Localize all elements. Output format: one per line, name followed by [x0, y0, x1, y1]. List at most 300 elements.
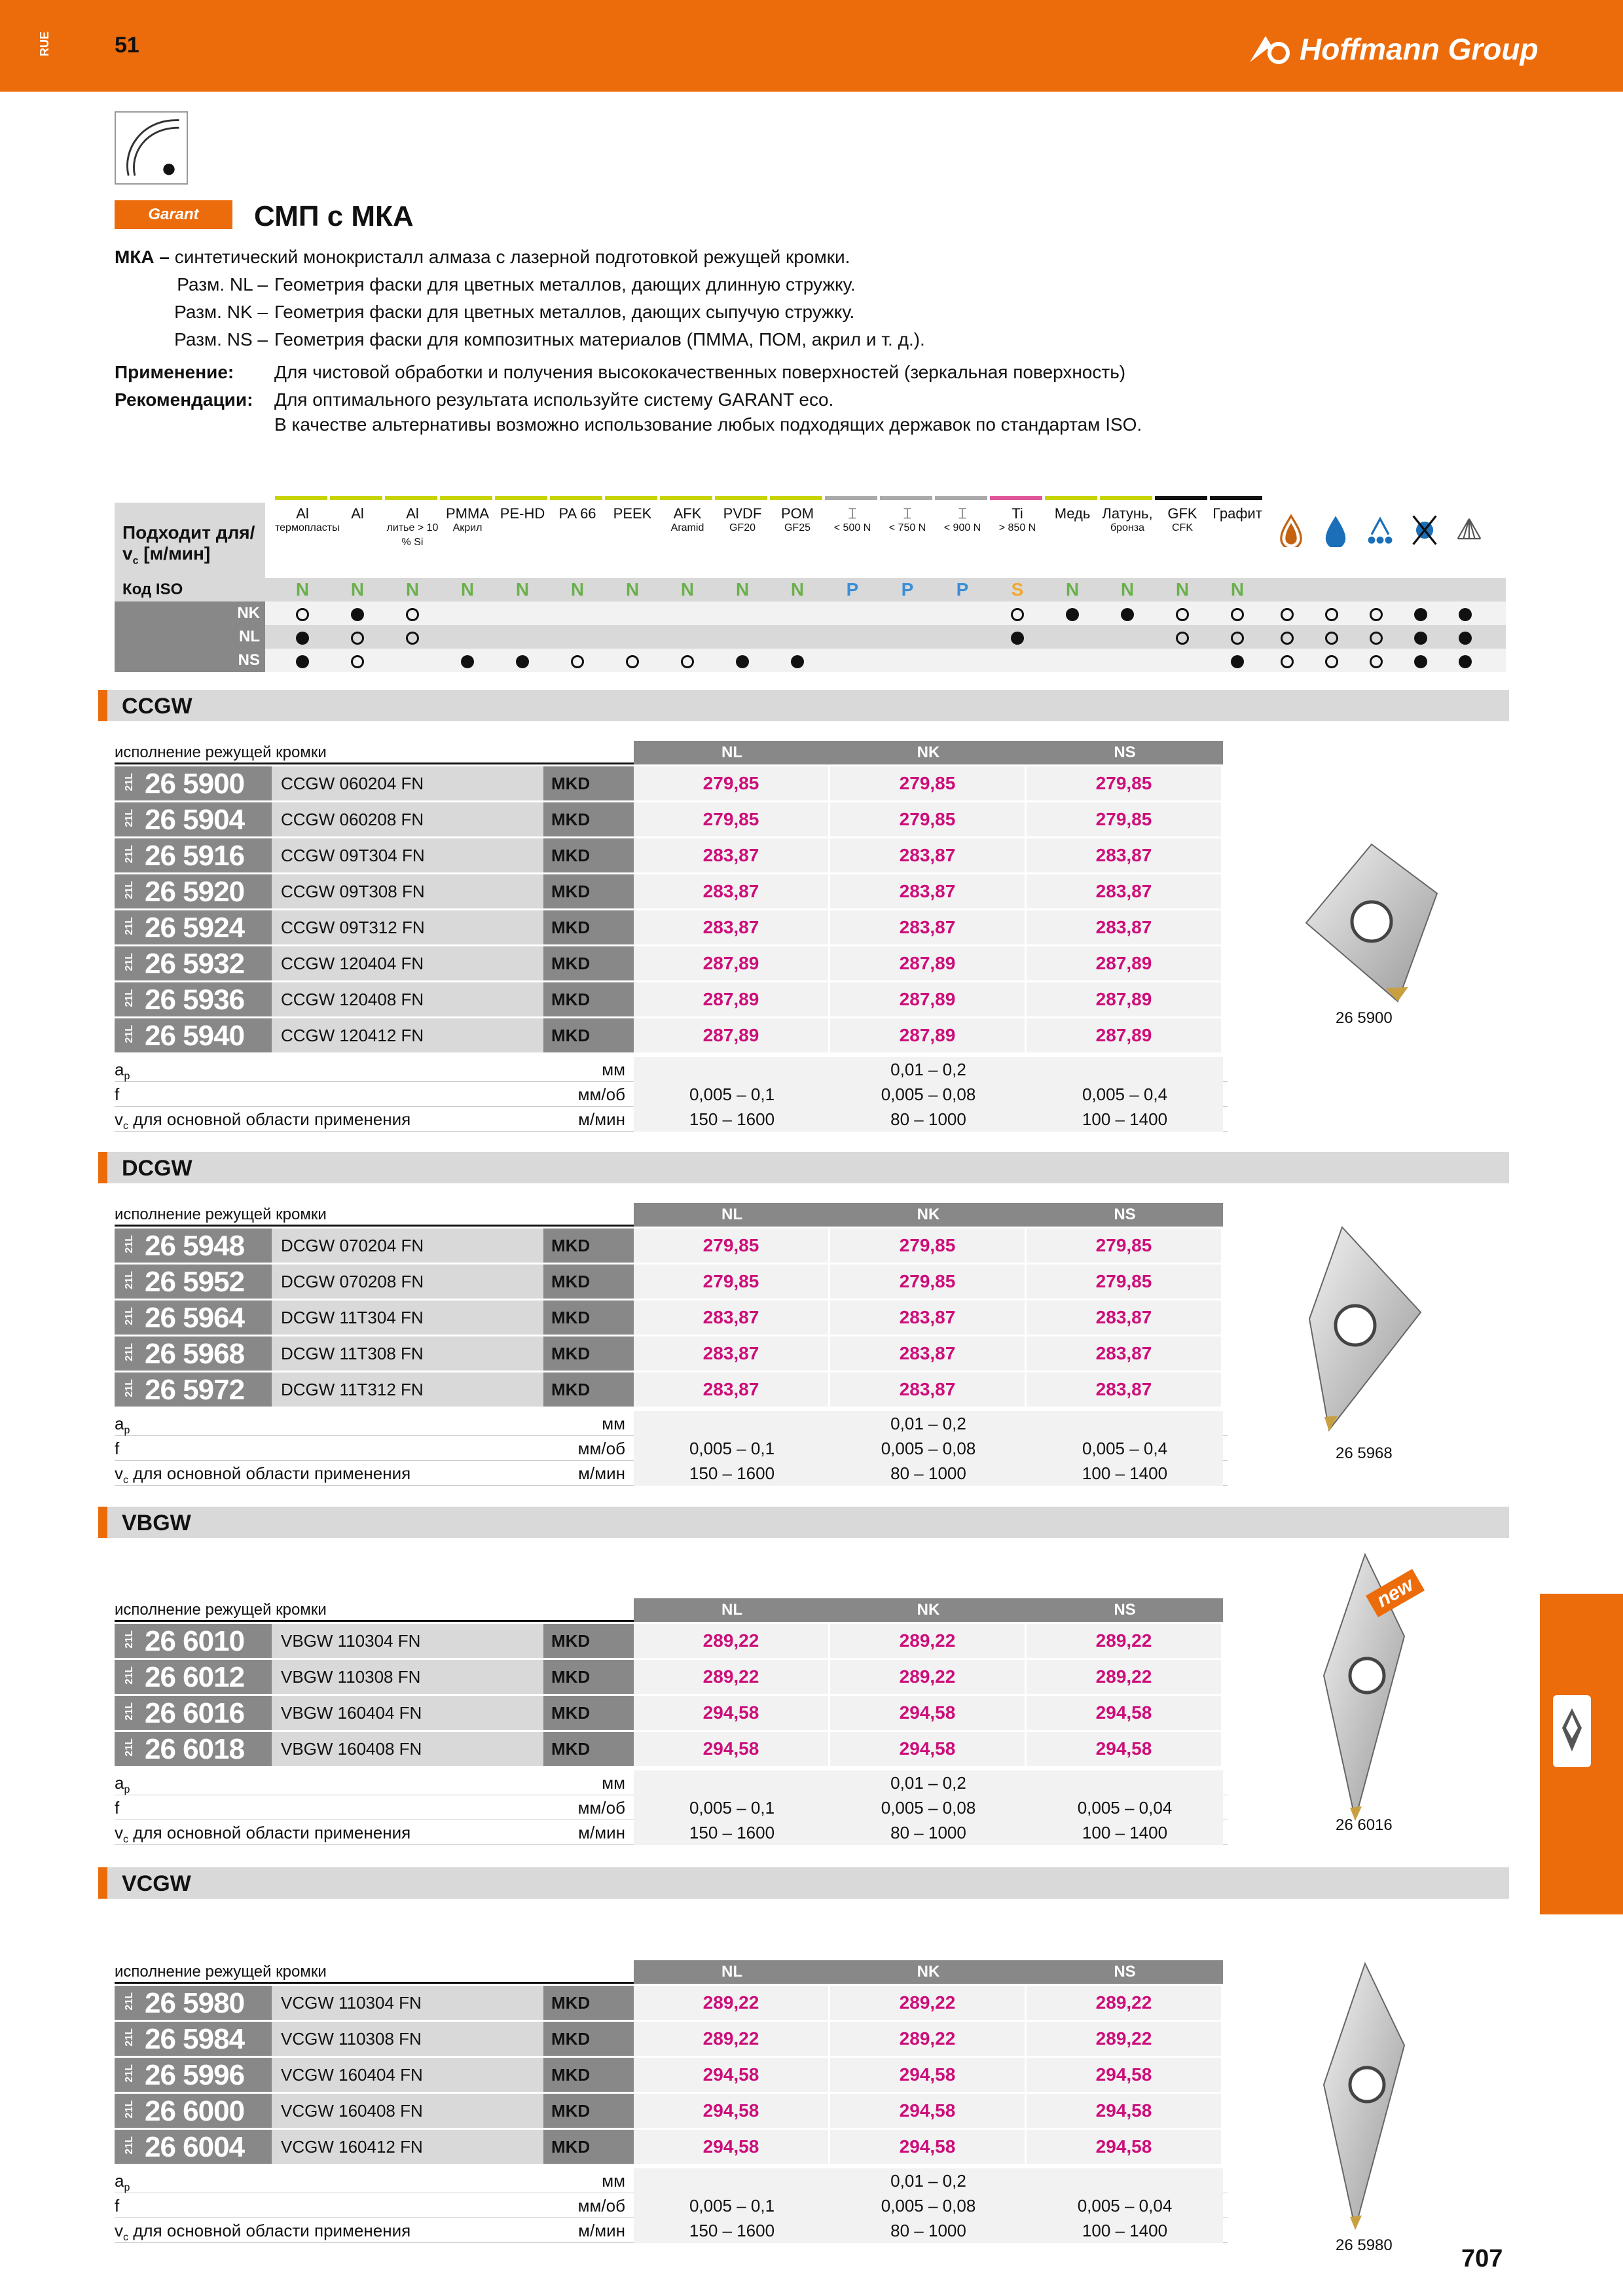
price-cell[interactable]: 283,87 [1027, 1336, 1223, 1371]
article-number[interactable] [115, 1229, 272, 1263]
material-subtext: Акрил [452, 522, 483, 533]
cutting-edge-label: исполнение режущей кромки [115, 1960, 635, 1984]
price-cell[interactable]: 279,85 [830, 1229, 1027, 1263]
suitable-dot-icon [516, 655, 529, 668]
param-ap-row [115, 1770, 1228, 1795]
price-cell[interactable]: 289,22 [634, 2022, 830, 2056]
section-header-ccgw [98, 690, 1509, 721]
material-grade: MKD [543, 2094, 635, 2128]
material-name: PEEK [613, 505, 652, 522]
coolant-cell [1398, 649, 1443, 672]
mka-label: МКА – [115, 247, 170, 267]
vc-subscript: c [123, 1121, 128, 1132]
param-unit: мм/об [577, 2196, 625, 2215]
param-vc-value: 150 – 1600 [634, 1820, 830, 1845]
article-number[interactable] [115, 1372, 272, 1407]
material-column-header [385, 507, 440, 550]
param-f-value: 0,005 – 0,04 [1027, 2193, 1223, 2218]
coolant-cell [1354, 625, 1398, 649]
material-name: PMMA [446, 505, 489, 522]
conditional-circle-icon [1176, 608, 1189, 621]
suitability-cell [1155, 649, 1210, 672]
material-name: GFK [1167, 505, 1197, 522]
material-name: AFK [673, 505, 702, 522]
product-row[interactable] [115, 910, 1228, 944]
product-row[interactable] [115, 1372, 1228, 1407]
article-number[interactable] [115, 982, 272, 1016]
insert-drawing-icon [1316, 1960, 1414, 2238]
param-vc-value: 80 – 1000 [830, 1820, 1027, 1845]
price-cell[interactable]: 294,58 [830, 2130, 1027, 2164]
iso-code-cell: N [1065, 579, 1080, 600]
suitability-cell [495, 601, 550, 625]
ap-symbol: a [115, 1773, 124, 1793]
price-cell[interactable]: 289,22 [1027, 1986, 1223, 2020]
product-row[interactable] [115, 838, 1228, 872]
article-prefix: 21L [124, 989, 135, 1007]
insert-drawing-icon [1306, 1221, 1424, 1446]
param-f-label: f [115, 2196, 120, 2215]
vc-subscript: c [123, 2232, 128, 2244]
suitable-dot-icon [1121, 608, 1134, 621]
suitability-cell [825, 649, 880, 672]
article-code: 26 5996 [145, 2059, 245, 2091]
designation: CCGW 120412 FN [272, 1018, 658, 1052]
section-title: DCGW [122, 1156, 192, 1181]
coolant-cell [1309, 601, 1354, 625]
price-cell[interactable]: 279,85 [1027, 802, 1223, 836]
article-number[interactable] [115, 2094, 272, 2128]
suitability-cell [715, 625, 770, 649]
suitability-cell [1100, 649, 1155, 672]
price-cell[interactable]: 287,89 [830, 946, 1027, 980]
new-badge: new [1366, 1569, 1425, 1617]
price-cell[interactable]: 289,22 [830, 1660, 1027, 1694]
price-cell[interactable]: 283,87 [1027, 910, 1223, 944]
product-row[interactable] [115, 2094, 1228, 2128]
product-row[interactable] [115, 1624, 1228, 1658]
param-vc-value: 100 – 1400 [1027, 1820, 1223, 1845]
insert-image-dcgw [1306, 1221, 1424, 1462]
product-row[interactable] [115, 946, 1228, 980]
suitability-cell [660, 649, 715, 672]
suitability-cell [715, 601, 770, 625]
designation: DCGW 070208 FN [272, 1265, 658, 1299]
vc-symbol: v [115, 1109, 123, 1129]
article-number[interactable] [115, 2058, 272, 2092]
material-column-header [275, 505, 340, 535]
price-cell[interactable]: 287,89 [1027, 1018, 1223, 1052]
param-unit: мм/об [577, 1798, 625, 1818]
price-cell[interactable]: 283,87 [1027, 838, 1223, 872]
article-number[interactable] [115, 1336, 272, 1371]
price-cell[interactable]: 294,58 [634, 2130, 830, 2164]
suitability-cell [1100, 601, 1155, 625]
suitability-cell [385, 625, 440, 649]
price-cell[interactable]: 283,87 [830, 1372, 1027, 1407]
recommendation-text-2: В качестве альтернативы возможно использование любых подходящих державок по стандартам ISO. [274, 414, 1142, 435]
vc-subscript: c [123, 1834, 128, 1846]
suitability-cell [1045, 601, 1100, 625]
conditional-circle-icon [626, 655, 639, 668]
product-row[interactable] [115, 1229, 1228, 1263]
ap-symbol: a [115, 1060, 124, 1079]
ap-subscript: p [124, 1784, 130, 1796]
price-cell[interactable]: 289,22 [1027, 1624, 1223, 1658]
material-grade: MKD [543, 910, 635, 944]
dry-drop-icon [1271, 513, 1311, 550]
price-cell[interactable]: 287,89 [1027, 982, 1223, 1016]
price-cell[interactable]: 283,87 [830, 838, 1027, 872]
param-vc-value: 150 – 1600 [634, 2218, 830, 2243]
param-f-row [115, 1436, 1228, 1461]
designation: VBGW 160404 FN [272, 1696, 658, 1730]
material-column-header [990, 507, 1045, 535]
vc-symbol: v [115, 2221, 123, 2240]
price-cell[interactable]: 283,87 [830, 1336, 1027, 1371]
material-column-header [825, 507, 880, 535]
price-cell[interactable]: 279,85 [1027, 1265, 1223, 1299]
grade-column-header: NS [1027, 1598, 1223, 1622]
article-number[interactable] [115, 1660, 272, 1694]
price-cell[interactable]: 283,87 [634, 910, 830, 944]
cutting-edge-label: исполнение режущей кромки [115, 1203, 635, 1227]
price-cell[interactable]: 289,22 [634, 1660, 830, 1694]
designation: VCGW 110308 FN [272, 2022, 658, 2056]
price-cell[interactable]: 283,87 [634, 1300, 830, 1335]
coolant-drop-icon [1316, 513, 1355, 550]
price-cell[interactable]: 294,58 [1027, 2058, 1223, 2092]
material-column-header [660, 507, 715, 535]
article-prefix: 21L [124, 953, 135, 971]
price-cell[interactable]: 289,22 [830, 2022, 1027, 2056]
price-cell[interactable]: 287,89 [634, 1018, 830, 1052]
material-color-bar [770, 496, 822, 500]
article-code: 26 6018 [145, 1733, 245, 1765]
grade-column-header: NL [634, 1203, 830, 1227]
grade-column-header: NK [830, 741, 1027, 764]
coolant-cell [1443, 625, 1487, 649]
grade-label: NL [115, 625, 265, 649]
iso-code-row [115, 578, 1506, 601]
price-cell[interactable]: 289,22 [1027, 2022, 1223, 2056]
price-cell[interactable]: 294,58 [634, 1732, 830, 1766]
vc-symbol: v [115, 1463, 123, 1483]
material-subtext: Aramid [670, 522, 704, 533]
product-row[interactable] [115, 982, 1228, 1016]
price-cell[interactable]: 279,85 [1027, 1229, 1223, 1263]
application-text: Для чистовой обработки и получения высококачественных поверхностей (зеркальная поверхность) [274, 362, 1126, 382]
price-cell[interactable]: 294,58 [830, 2094, 1027, 2128]
material-subtext: литье > 10 % Si [386, 522, 439, 548]
table-header [115, 741, 1228, 764]
material-grade: MKD [543, 1986, 635, 2020]
product-row[interactable] [115, 1986, 1228, 2020]
param-vc-value: 80 – 1000 [830, 2218, 1027, 2243]
grade-column-header: NS [1027, 1960, 1223, 1984]
article-number[interactable] [115, 1018, 272, 1052]
article-number[interactable] [115, 2130, 272, 2164]
coolant-cell [1309, 649, 1354, 672]
param-ap-value: 0,01 – 0,2 [634, 1057, 1223, 1082]
param-vc-value: 150 – 1600 [634, 1107, 830, 1132]
article-number[interactable] [115, 946, 272, 980]
param-vc-label [115, 1820, 410, 1852]
application-label: Применение: [115, 362, 234, 382]
price-cell[interactable]: 283,87 [830, 1300, 1027, 1335]
suitability-cell [935, 625, 990, 649]
price-cell[interactable]: 283,87 [830, 874, 1027, 908]
suitability-cell [440, 601, 495, 625]
price-cell[interactable]: 283,87 [1027, 874, 1223, 908]
grade-column-header: NL [634, 1960, 830, 1984]
article-number[interactable] [115, 1624, 272, 1658]
article-number[interactable] [115, 910, 272, 944]
coolant-cell [1443, 649, 1487, 672]
coolant-cell [1354, 649, 1398, 672]
article-number[interactable] [115, 1986, 272, 2020]
product-row[interactable] [115, 1300, 1228, 1335]
suitable-dot-icon [1459, 655, 1472, 668]
material-subtext: < 900 N [943, 522, 981, 533]
designation: VBGW 110304 FN [272, 1624, 658, 1658]
price-cell[interactable]: 294,58 [634, 1696, 830, 1730]
param-unit: мм [602, 1773, 625, 1793]
ns-text: Геометрия фаски для композитных материалов (ПММА, ПОМ, акрил и т. д.). [274, 329, 925, 350]
price-cell[interactable]: 294,58 [1027, 1732, 1223, 1766]
price-cell[interactable]: 289,22 [634, 1986, 830, 2020]
product-row[interactable] [115, 2130, 1228, 2164]
suitable-dot-icon [736, 655, 749, 668]
section-header-dcgw [98, 1152, 1509, 1183]
coolant-cell [1265, 649, 1309, 672]
article-prefix: 21L [124, 1307, 135, 1325]
article-number[interactable] [115, 1732, 272, 1766]
product-row[interactable] [115, 874, 1228, 908]
suitability-cell [880, 601, 935, 625]
article-number[interactable] [115, 1696, 272, 1730]
insert-image-vcgw [1316, 1960, 1414, 2254]
material-name: Графит [1213, 505, 1262, 522]
material-grade: MKD [543, 1018, 635, 1052]
param-unit: мм [602, 1414, 625, 1433]
article-prefix: 21L [124, 1271, 135, 1289]
price-cell[interactable]: 279,85 [830, 802, 1027, 836]
designation: DCGW 070204 FN [272, 1229, 658, 1263]
suitability-cell [330, 601, 385, 625]
material-grade: MKD [543, 874, 635, 908]
suitable-dot-icon [351, 608, 364, 621]
material-color-bar [825, 496, 877, 500]
price-cell[interactable]: 294,58 [830, 2058, 1027, 2092]
price-cell[interactable]: 289,22 [830, 1624, 1027, 1658]
param-unit: м/мин [578, 1463, 625, 1483]
designation: CCGW 060208 FN [272, 802, 658, 836]
section-header-vcgw [98, 1867, 1509, 1899]
article-code: 26 5964 [145, 1302, 245, 1334]
iso-code-cell: N [790, 579, 805, 600]
suitability-cell [330, 625, 385, 649]
price-cell[interactable]: 283,87 [830, 910, 1027, 944]
price-cell[interactable]: 283,87 [634, 838, 830, 872]
coolant-cell [1309, 625, 1354, 649]
material-color-bar [935, 496, 987, 500]
product-row[interactable] [115, 1018, 1228, 1052]
price-cell[interactable]: 294,58 [1027, 1696, 1223, 1730]
product-row[interactable] [115, 2022, 1228, 2056]
vc-text: для основной области применения [128, 1823, 411, 1842]
material-column-header [1155, 507, 1210, 535]
conditional-circle-icon [1281, 632, 1294, 645]
price-cell[interactable]: 283,87 [634, 1372, 830, 1407]
param-vc-row [115, 2218, 1228, 2243]
conditional-circle-icon [351, 655, 364, 668]
param-unit: мм/об [577, 1439, 625, 1458]
price-cell[interactable]: 294,58 [830, 1732, 1027, 1766]
price-cell[interactable]: 279,85 [830, 766, 1027, 800]
price-cell[interactable]: 294,58 [634, 2058, 830, 2092]
price-cell[interactable]: 279,85 [634, 766, 830, 800]
turning-icon [115, 111, 188, 185]
ap-subscript: p [124, 1071, 130, 1083]
conditional-circle-icon [1176, 632, 1189, 645]
product-row[interactable] [115, 766, 1228, 800]
iso-code-label: Код ISO [122, 581, 183, 598]
conditional-circle-icon [1325, 655, 1338, 668]
article-number[interactable] [115, 802, 272, 836]
product-row[interactable] [115, 1336, 1228, 1371]
price-cell[interactable]: 283,87 [1027, 1300, 1223, 1335]
material-name: PA 66 [558, 505, 596, 522]
hoffmann-logo-icon [1247, 33, 1294, 65]
conditional-circle-icon [1370, 632, 1383, 645]
article-code: 26 5980 [145, 1987, 245, 2019]
article-code: 26 5968 [145, 1338, 245, 1370]
product-row[interactable] [115, 1732, 1228, 1766]
param-f-value: 0,005 – 0,08 [830, 1795, 1027, 1820]
article-prefix: 21L [124, 881, 135, 899]
suitability-cell [990, 625, 1045, 649]
article-number[interactable] [115, 1265, 272, 1299]
vc-subscript: c [123, 1475, 128, 1486]
material-column-header [495, 507, 550, 521]
material-name: Al [406, 505, 419, 522]
mka-text: синтетический монокристалл алмаза с лазерной подготовкой режущей кромки. [174, 247, 850, 267]
article-code: 26 5920 [145, 876, 245, 908]
suitable-dot-icon [1459, 632, 1472, 645]
material-grade: MKD [543, 766, 635, 800]
price-cell[interactable]: 279,85 [1027, 766, 1223, 800]
material-color-bar [1045, 496, 1097, 500]
article-code: 26 6000 [145, 2095, 245, 2127]
price-cell[interactable]: 283,87 [634, 1336, 830, 1371]
price-cell[interactable]: 287,89 [634, 946, 830, 980]
suitability-cell [660, 625, 715, 649]
grade-column-header: NK [830, 1598, 1027, 1622]
price-cell[interactable]: 279,85 [830, 1265, 1027, 1299]
product-row[interactable] [115, 802, 1228, 836]
grade-row [115, 625, 1506, 649]
iso-code-cell: P [901, 579, 914, 600]
price-cell[interactable]: 279,85 [634, 1229, 830, 1263]
material-subtext: > 850 N [998, 522, 1036, 533]
material-grade: MKD [543, 2022, 635, 2056]
param-f-value: 0,005 – 0,4 [1027, 1082, 1223, 1107]
material-column-header [770, 507, 825, 535]
price-cell[interactable]: 279,85 [634, 802, 830, 836]
iso-code-cell: N [405, 579, 420, 600]
price-cell[interactable]: 294,58 [830, 1696, 1027, 1730]
price-cell[interactable]: 287,89 [634, 982, 830, 1016]
price-cell[interactable]: 287,89 [830, 1018, 1027, 1052]
conditional-circle-icon [1370, 655, 1383, 668]
chapter-tab[interactable] [1540, 1594, 1623, 1914]
article-prefix: 21L [124, 845, 135, 863]
price-cell[interactable]: 294,58 [1027, 2094, 1223, 2128]
iso-code-cell: P [846, 579, 859, 600]
suitability-cell [495, 625, 550, 649]
article-number[interactable] [115, 2022, 272, 2056]
insert-tab-icon [1553, 1695, 1591, 1767]
material-name: ⌶ [958, 505, 967, 522]
article-number[interactable] [115, 1300, 272, 1335]
garant-logo: Garant [115, 200, 232, 229]
suitability-cell [990, 649, 1045, 672]
price-cell[interactable]: 294,58 [1027, 2130, 1223, 2164]
iso-code-cell: N [735, 579, 750, 600]
material-column-header [935, 507, 990, 535]
price-cell[interactable]: 283,87 [634, 874, 830, 908]
product-row[interactable] [115, 2058, 1228, 2092]
designation: DCGW 11T304 FN [272, 1300, 658, 1335]
product-row[interactable] [115, 1696, 1228, 1730]
product-row[interactable] [115, 1660, 1228, 1694]
price-cell[interactable]: 289,22 [1027, 1660, 1223, 1694]
material-grade: MKD [543, 1624, 635, 1658]
suitability-cell [550, 601, 605, 625]
article-number[interactable] [115, 874, 272, 908]
param-vc-row [115, 1820, 1228, 1845]
article-number[interactable] [115, 766, 272, 800]
material-name: ⌶ [848, 505, 857, 522]
article-prefix: 21L [124, 2064, 135, 2083]
conditional-circle-icon [1281, 608, 1294, 621]
price-cell[interactable]: 294,58 [634, 2094, 830, 2128]
iso-code-cell: N [1175, 579, 1190, 600]
price-cell[interactable]: 279,85 [634, 1265, 830, 1299]
param-f-value: 0,005 – 0,08 [830, 2193, 1027, 2218]
article-prefix: 21L [124, 1235, 135, 1253]
material-grade: MKD [543, 2130, 635, 2164]
coolant-cell [1398, 601, 1443, 625]
price-cell[interactable]: 287,89 [1027, 946, 1223, 980]
article-code: 26 5916 [145, 840, 245, 872]
article-prefix: 21L [124, 1666, 135, 1685]
conditional-circle-icon [1231, 632, 1244, 645]
suitability-cell [605, 601, 660, 625]
param-vc-label [115, 1461, 410, 1493]
product-row[interactable] [115, 1265, 1228, 1299]
param-unit: м/мин [578, 2221, 625, 2240]
price-cell[interactable]: 289,22 [830, 1986, 1027, 2020]
designation: CCGW 09T308 FN [272, 874, 658, 908]
price-cell[interactable]: 283,87 [1027, 1372, 1223, 1407]
param-ap-row [115, 2168, 1228, 2193]
price-cell[interactable]: 289,22 [634, 1624, 830, 1658]
article-number[interactable] [115, 838, 272, 872]
coolant-cell [1354, 601, 1398, 625]
price-cell[interactable]: 287,89 [830, 982, 1027, 1016]
